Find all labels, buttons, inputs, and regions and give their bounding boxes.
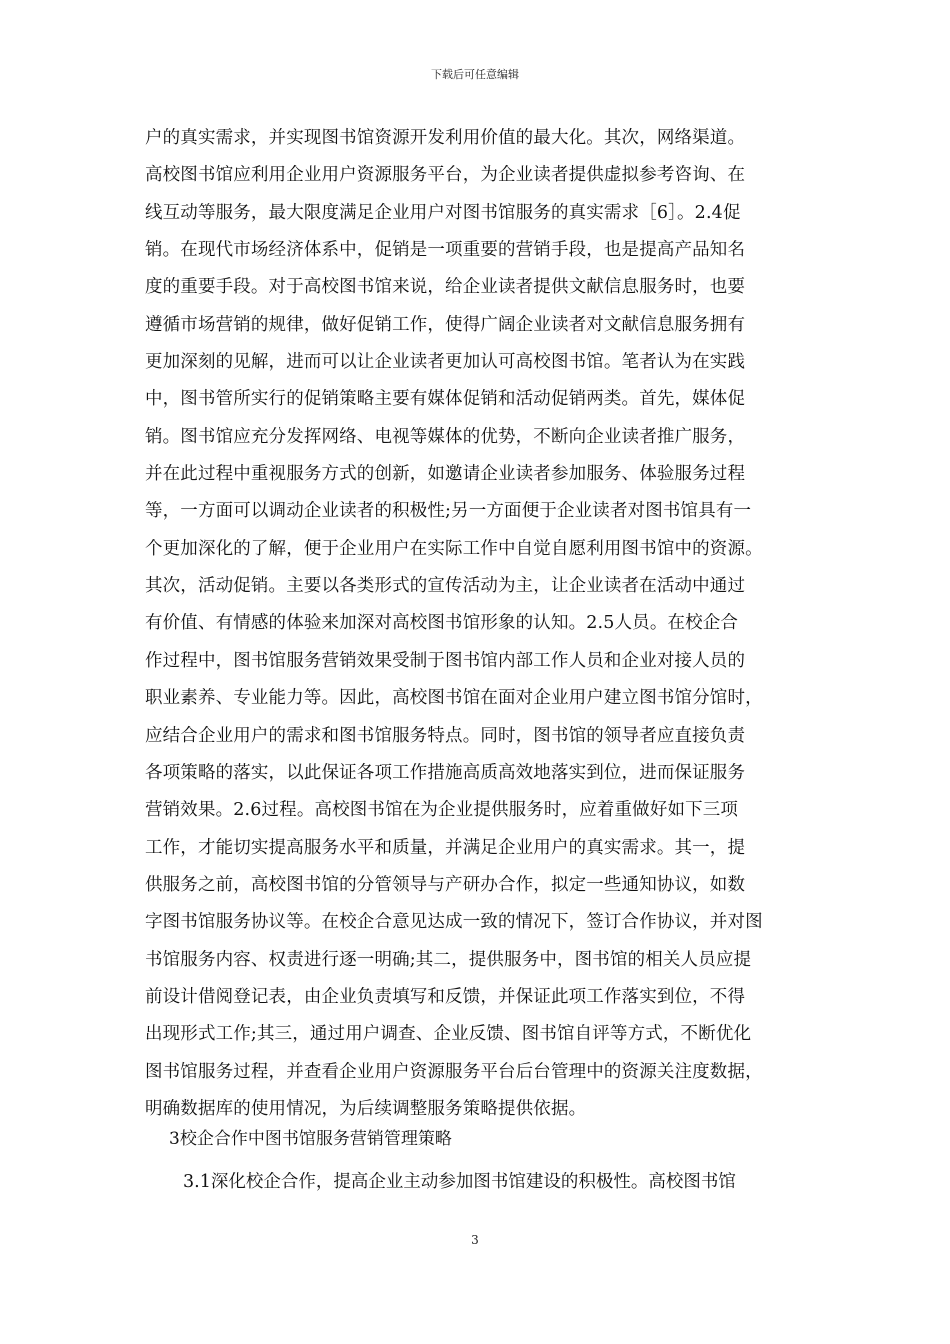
body-line: 线互动等服务，最大限度满足企业用户对图书馆服务的真实需求［6］。2.4促 xyxy=(145,202,741,223)
body-line: 并在此过程中重视服务方式的创新，如邀请企业读者参加服务、体验服务过程 xyxy=(145,464,746,485)
body-line: 明确数据库的使用情况，为后续调整服务策略提供依据。 xyxy=(145,1098,587,1119)
body-line: 字图书馆服务协议等。在校企合意见达成一致的情况下，签订合作协议，并对图 xyxy=(145,912,763,933)
body-line: 各项策略的落实，以此保证各项工作措施高质高效地落实到位，进而保证服务 xyxy=(145,762,746,783)
body-line: 职业素养、专业能力等。因此，高校图书馆在面对企业用户建立图书馆分馆时， xyxy=(145,688,763,709)
body-line: 出现形式工作;其三，通过用户调查、企业反馈、图书馆自评等方式，不断优化 xyxy=(145,1024,752,1045)
body-line: 中，图书管所实行的促销策略主要有媒体促销和活动促销两类。首先，媒体促 xyxy=(145,389,746,410)
body-line: 应结合企业用户的需求和图书馆服务特点。同时，图书馆的领导者应直接负责 xyxy=(145,725,746,746)
body-line: 度的重要手段。对于高校图书馆来说，给企业读者提供文献信息服务时，也要 xyxy=(145,277,746,298)
section-heading: 3校企合作中图书馆服务营销管理策略 xyxy=(169,1129,452,1149)
body-line: 作过程中，图书馆服务营销效果受制于图书馆内部工作人员和企业对接人员的 xyxy=(145,650,746,671)
body-line: 户的真实需求，并实现图书馆资源开发利用价值的最大化。其次，网络渠道。 xyxy=(145,128,746,148)
body-line: 供服务之前，高校图书馆的分管领导与产研办合作，拟定一些通知协议，如数 xyxy=(145,874,746,895)
body-line: 销。在现代市场经济体系中，促销是一项重要的营销手段，也是提高产品知名 xyxy=(145,240,746,261)
body-line: 个更加深化的了解，便于企业用户在实际工作中自觉自愿利用图书馆中的资源。 xyxy=(145,538,763,559)
body-line: 图书馆服务过程，并查看企业用户资源服务平台后台管理中的资源关注度数据， xyxy=(145,1061,763,1082)
body-line: 前设计借阅登记表，由企业负责填写和反馈，并保证此项工作落实到位，不得 xyxy=(145,986,746,1007)
body-text xyxy=(145,120,825,1128)
body-line: 等，一方面可以调动企业读者的积极性;另一方面便于企业读者对图书馆具有一 xyxy=(145,501,752,522)
page-number: 3 xyxy=(471,1233,479,1247)
body-line: 遵循市场营销的规律，做好促销工作，使得广阔企业读者对文献信息服务拥有 xyxy=(145,314,746,335)
body-line: 工作，才能切实提高服务水平和质量，并满足企业用户的真实需求。其一，提 xyxy=(145,837,746,858)
body-line: 书馆服务内容、权责进行逐一明确;其二，提供服务中，图书馆的相关人员应提 xyxy=(145,949,752,970)
body-line: 有价值、有情感的体验来加深对高校图书馆形象的认知。2.5人员。在校企合 xyxy=(145,613,739,634)
body-line: 高校图书馆应利用企业用户资源服务平台，为企业读者提供虚拟参考咨询、在 xyxy=(145,165,746,186)
body-line: 更加深刻的见解，进而可以让企业读者更加认可高校图书馆。笔者认为在实践 xyxy=(145,352,746,373)
subsection-paragraph: 3.1深化校企合作，提高企业主动参加图书馆建设的积极性。高校图书馆 xyxy=(183,1172,736,1192)
body-line: 其次，活动促销。主要以各类形式的宣传活动为主，让企业读者在活动中通过 xyxy=(145,576,746,597)
page-header: 下载后可任意编辑 xyxy=(431,68,519,81)
body-line: 营销效果。2.6过程。高校图书馆在为企业提供服务时，应着重做好如下三项 xyxy=(145,800,739,821)
body-line: 销。图书馆应充分发挥网络、电视等媒体的优势，不断向企业读者推广服务， xyxy=(145,426,746,447)
